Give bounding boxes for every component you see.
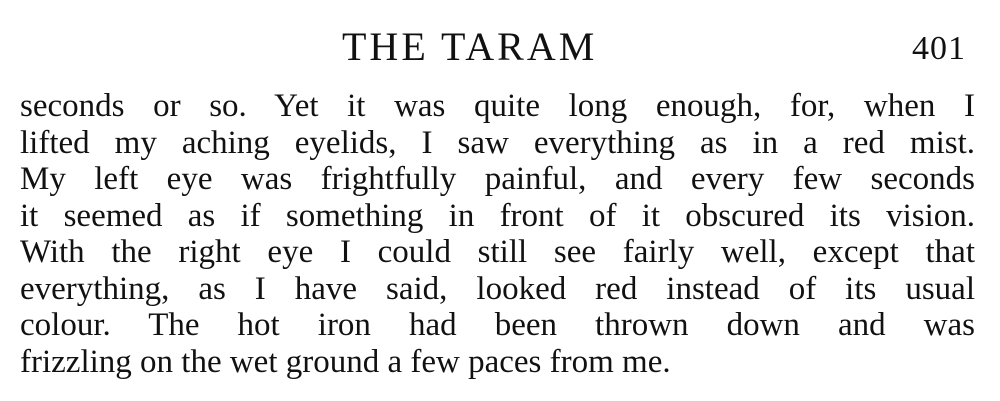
- text-line: lifted my aching eyelids, I saw everything as in a red mist.: [20, 124, 975, 161]
- text-line: it seemed as if something in front of it obscured its vision.: [20, 197, 975, 234]
- running-header: [0, 22, 1000, 72]
- text-line: frizzling on the wet ground a few paces from me.: [20, 343, 671, 380]
- body-paragraph: [20, 88, 975, 380]
- text-line: colour. The hot iron had been thrown down and was: [20, 307, 975, 343]
- page-number: 401: [912, 30, 966, 67]
- text-line: My left eye was frightfully painful, and every few seconds: [20, 161, 975, 197]
- running-title: THE TARAM: [342, 24, 598, 69]
- text-line: seconds or so. Yet it was quite long enough, for, when I: [20, 88, 975, 124]
- text-line: everything, as I have said, looked red instead of its usual: [20, 270, 975, 307]
- text-line: With the right eye I could still see fairly well, except that: [20, 234, 975, 270]
